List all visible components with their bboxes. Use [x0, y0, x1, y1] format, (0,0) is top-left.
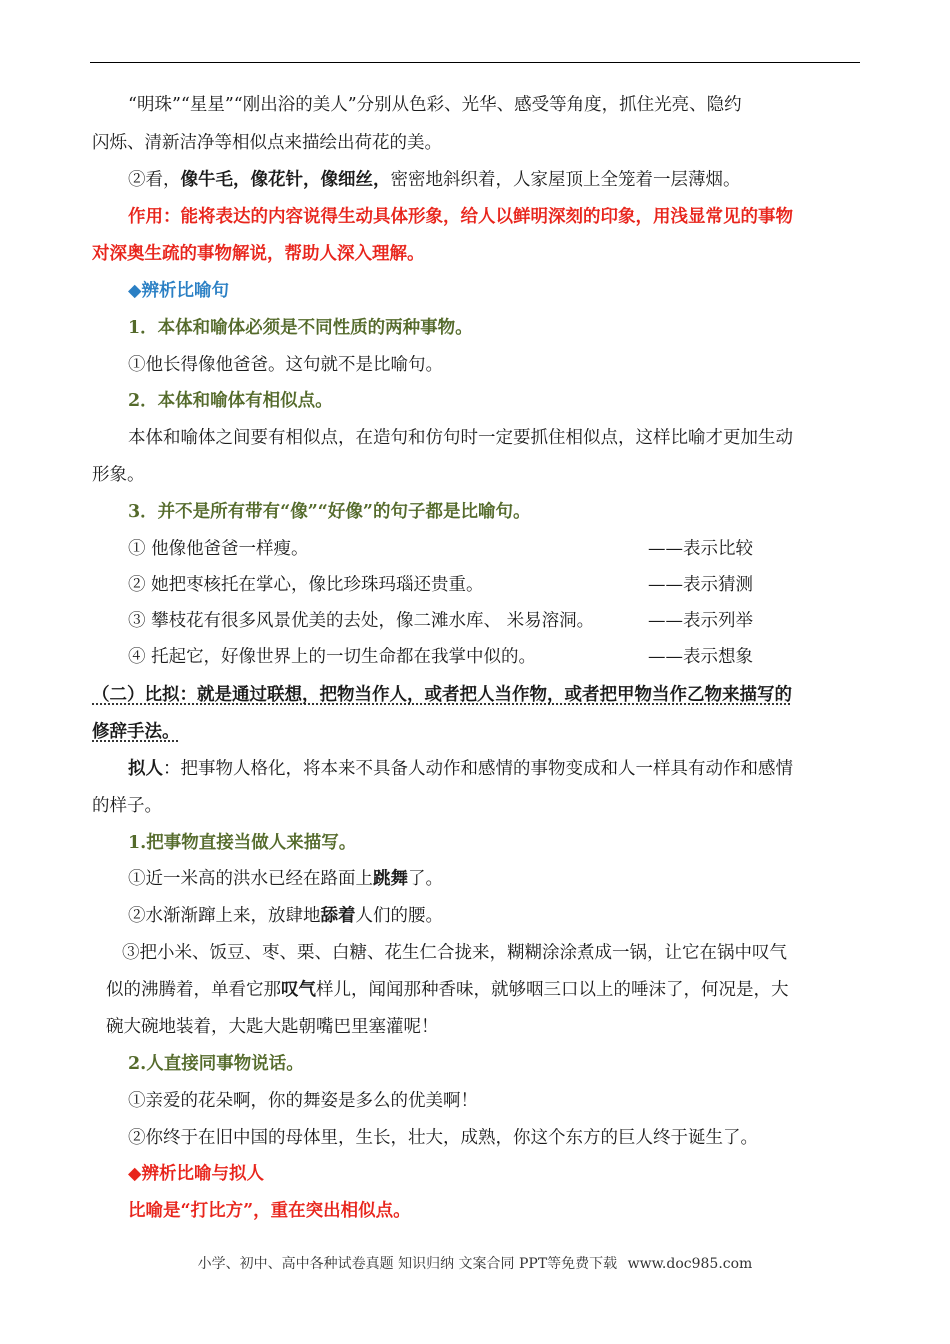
example-sentence [128, 904, 898, 928]
example-row [128, 573, 868, 597]
example-text: 人们的腰。 [355, 906, 443, 926]
definition-label: 拟人 [128, 759, 163, 779]
section-heading: ◆辨析比喻与拟人 [128, 1164, 264, 1184]
paragraph-line: 本体和喻体之间要有相似点，在造句和仿句时一定要抓住相似点，这样比喻才更加生动 [128, 428, 793, 448]
example-tag: ——表示猜测 [648, 575, 753, 595]
example-sentence: ②你终于在旧中国的母体里，生长，壮大，成熟，你这个东方的巨人终于诞生了。 [128, 1128, 758, 1148]
example-text: ④ 托起它，好像世界上的一切生命都在我掌中似的。 [128, 647, 537, 667]
rule-heading: 2.人直接同事物说话。 [128, 1054, 304, 1074]
example-sentence [128, 168, 898, 192]
example-text: ②看， [128, 170, 181, 190]
example-bold: 像牛毛，像花针，像细丝， [180, 170, 391, 190]
example-text: 样儿，闻闻那种香味，就够咽三口以上的唾沫了，何况是，大 [316, 980, 789, 1000]
footer-text: 小学、初中、高中各种试卷真题 知识归纳 文案合同 PPT等免费下载 [197, 1256, 618, 1272]
paragraph-line: 闪烁、清新洁净等相似点来描绘出荷花的美。 [92, 133, 442, 153]
example-row [128, 537, 868, 561]
example-bold: 跳舞 [373, 869, 408, 889]
section-heading-personification: 修辞手法。 [92, 722, 180, 742]
example-tag: ——表示想象 [648, 647, 753, 667]
example-text: ①近一米高的洪水已经在路面上 [128, 869, 373, 889]
compare-line: 比喻是“打比方”，重在突出相似点。 [128, 1201, 411, 1221]
header-rule [90, 62, 860, 63]
example-text: 密密地斜织着，人家屋顶上全笼着一层薄烟。 [390, 170, 741, 190]
example-text: ② 她把枣核托在掌心，像比珍珠玛瑙还贵重。 [128, 575, 484, 595]
section-heading: ◆辨析比喻句 [128, 281, 229, 301]
example-bold: 舔着 [320, 906, 356, 926]
example-sentence [128, 867, 898, 891]
rule-heading: 2．本体和喻体有相似点。 [128, 391, 333, 411]
example-tag: ——表示列举 [648, 611, 753, 631]
definition-text: ：把事物人格化，将本来不具备人动作和感情的事物变成和人一样具有动作和感情 [163, 759, 793, 779]
effect-line: 作用：能将表达的内容说得生动具体形象，给人以鲜明深刻的印象，用浅显常见的事物 [128, 207, 793, 227]
example-text: ②水渐渐蹿上来，放肆地 [128, 906, 321, 926]
example-sentence: ①亲爱的花朵啊，你的舞姿是多么的优美啊！ [128, 1091, 478, 1111]
example-row [128, 609, 868, 633]
rule-heading: 1.把事物直接当做人来描写。 [128, 833, 357, 853]
example-sentence: ③把小米、饭豆、枣、栗、白糖、花生仁合拢来，糊糊涂涂煮成一锅，让它在锅中叹气 [122, 943, 787, 963]
footer-link[interactable]: www.doc985.com [627, 1256, 753, 1272]
rule-heading: 1．本体和喻体必须是不同性质的两种事物。 [128, 318, 473, 338]
example-text: 了。 [408, 869, 443, 889]
paragraph-line: “明珠”“星星”“刚出浴的美人”分别从色彩、光华、感受等角度，抓住光亮、隐约 [128, 95, 742, 115]
effect-line: 对深奥生疏的事物解说，帮助人深入理解。 [92, 244, 425, 264]
rule-heading: 3．并不是所有带有“像”“好像”的句子都是比喻句。 [128, 502, 531, 522]
definition-line [128, 757, 898, 781]
section-heading-personification: （二）比拟：就是通过联想，把物当作人，或者把人当作物，或者把甲物当作乙物来描写的 [92, 685, 792, 705]
example-text: 似的沸腾着，单看它那 [106, 980, 281, 1000]
example-text: ③ 攀枝花有很多风景优美的去处，像二滩水库、 米易溶洞。 [128, 611, 595, 631]
example-sentence [106, 978, 876, 1002]
example-bold: 叹气 [281, 980, 316, 1000]
definition-line: 的样子。 [92, 796, 162, 816]
example-sentence: ①他长得像他爸爸。这句就不是比喻句。 [128, 355, 443, 375]
example-tag: ——表示比较 [648, 539, 753, 559]
example-sentence: 碗大碗地装着，大匙大匙朝嘴巴里塞灌呢！ [106, 1017, 439, 1037]
page-footer [0, 1253, 950, 1273]
paragraph-line: 形象。 [92, 465, 145, 485]
example-text: ① 他像他爸爸一样瘦。 [128, 539, 309, 559]
example-row [128, 645, 868, 669]
